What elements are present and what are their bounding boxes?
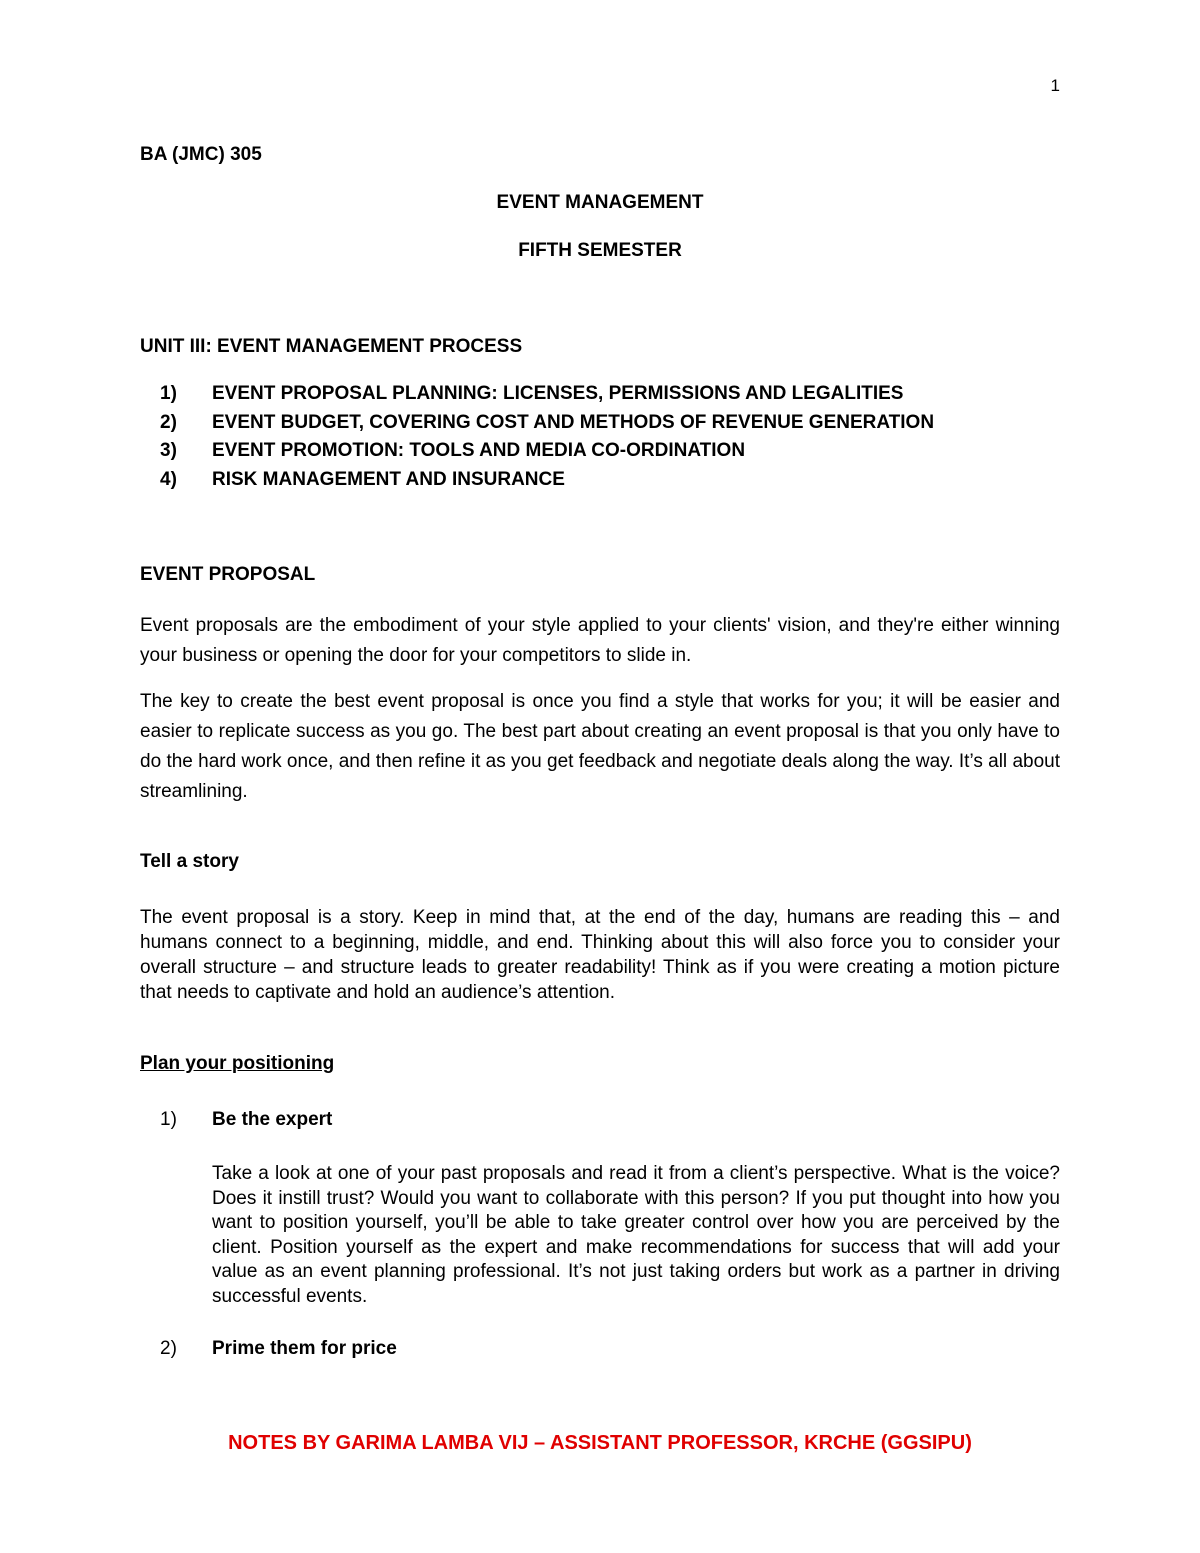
event-proposal-para-2: The key to create the best event proposal is once you find a style that works for you; it will be easier and easier to replicate success as you go. The best part about creating an event proposal is that you only have to do the hard work once, and then refine it as you get feedback and negotiate deals along the way. It’s all about streamlining. — [140, 691, 1060, 802]
positioning-item-title: Prime them for price — [212, 1338, 397, 1359]
story-heading: Tell a story — [140, 851, 239, 872]
event-proposal-para-1: Event proposals are the embodiment of your style applied to your clients' vision, and they're either winning your business or opening the door for your competitors to slide in. — [140, 615, 1060, 666]
semester-title: FIFTH SEMESTER — [518, 240, 682, 261]
subject-title: EVENT MANAGEMENT — [496, 192, 704, 213]
positioning-item-1 — [160, 1109, 332, 1131]
list-item — [160, 409, 1060, 438]
list-item-text: EVENT PROMOTION: TOOLS AND MEDIA CO-ORDINATION — [212, 440, 746, 461]
list-item-number: 1) — [160, 383, 177, 404]
unit-title: UNIT III: EVENT MANAGEMENT PROCESS — [140, 336, 523, 357]
list-item-text: EVENT PROPOSAL PLANNING: LICENSES, PERMISSIONS AND LEGALITIES — [212, 383, 904, 404]
story-para: The event proposal is a story. Keep in mind that, at the end of the day, humans are reading this – and humans connect to a beginning, middle, and end. Thinking about this will also force you to consider your overall structure – and structure leads to greater readability! Think as if you were creating a motion picture that needs to captivate and hold an audience’s attention. — [140, 907, 1060, 1003]
list-item — [160, 380, 1060, 409]
positioning-item-number: 1) — [160, 1109, 177, 1130]
positioning-item-1-para: Take a look at one of your past proposals and read it from a client’s perspective. What is the voice? Does it instill trust? Would you want to collaborate with this person? If you put thought into how you want to position yourself, you’ll be able to take greater control over how you are perceived by the client. Position yourself as the expert and make recommendations for success that will add your value as an event planning professional. It’s not just taking orders but work as a partner in driving successful events. — [212, 1163, 1060, 1307]
unit-topics-list — [160, 380, 1060, 494]
list-item-text: RISK MANAGEMENT AND INSURANCE — [212, 468, 565, 490]
list-item — [160, 437, 1060, 466]
list-item — [160, 466, 1060, 495]
course-code: BA (JMC) 305 — [140, 144, 262, 165]
positioning-item-2 — [160, 1338, 397, 1360]
list-item-number: 2) — [160, 411, 177, 433]
list-item-text: EVENT BUDGET, COVERING COST AND METHODS OF REVENUE GENERATION — [212, 411, 935, 433]
positioning-item-title: Be the expert — [212, 1109, 333, 1130]
positioning-item-number: 2) — [160, 1338, 177, 1359]
page-number: 1 — [1050, 76, 1060, 95]
event-proposal-heading: EVENT PROPOSAL — [140, 564, 316, 585]
list-item-number: 3) — [160, 440, 177, 461]
footer-note: NOTES BY GARIMA LAMBA VIJ – ASSISTANT PROFESSOR, KRCHE (GGSIPU) — [228, 1432, 972, 1454]
list-item-number: 4) — [160, 468, 177, 490]
positioning-heading: Plan your positioning — [140, 1053, 335, 1074]
